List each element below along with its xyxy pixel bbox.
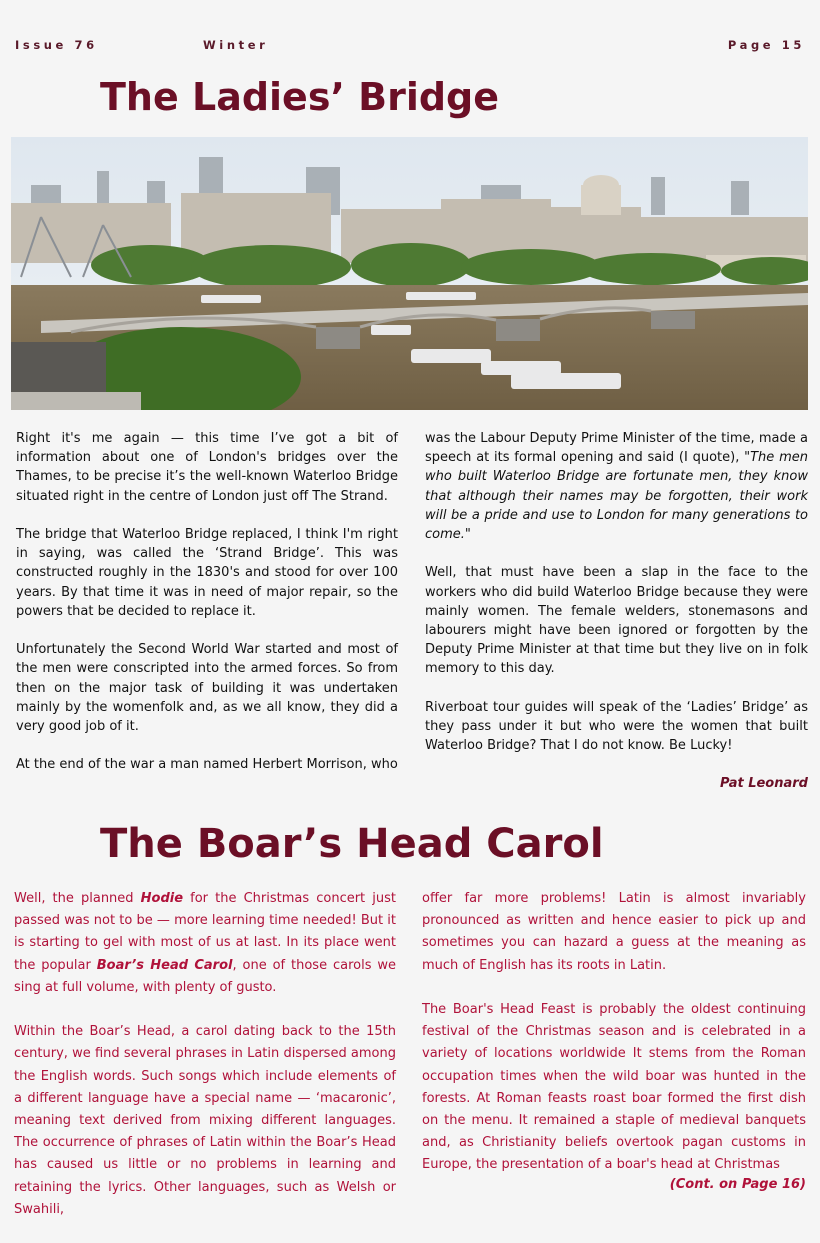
- author-signature: Pat Leonard: [720, 776, 808, 791]
- page-header: [15, 38, 805, 54]
- paragraph-text: was the Labour Deputy Prime Minister of the time, made a speech at its formal opening and said (I quote),: [425, 431, 808, 466]
- continued-link[interactable]: (Cont. on Page 16): [669, 1177, 806, 1192]
- text-run: for the Christmas concert just passed was not to be — more learning time needed! But it is starting to gel with most of us at last. In its place went the popular: [14, 891, 396, 973]
- issue-number: Issue 76: [15, 38, 98, 52]
- article2-column-left: [14, 888, 396, 1243]
- article-title-ladies-bridge: The Ladies’ Bridge: [100, 75, 500, 119]
- photo-illustration: [11, 137, 808, 410]
- paragraph: The bridge that Waterloo Bridge replaced, I think I'm right in saying, was called the ‘Strand Bridge’. This was constructed roughly in the 1830's and stood for over 100 years. By that time it was in need of major repair, so the powers that be decided to replace it.: [16, 527, 398, 619]
- morrison-quote: "The men who built Waterloo Bridge are fortunate men, they know that although their names may be forgotten, their work will be a pride and use to London for many generations to come.": [425, 450, 808, 543]
- paragraph: [14, 888, 396, 999]
- carol-title: Boar’s Head Carol: [96, 957, 233, 973]
- article1-column-left: [16, 429, 398, 794]
- text-run: , one of those carols we sing at full volume, with plenty of gusto.: [14, 957, 397, 995]
- waterloo-bridge-photo: [11, 137, 808, 410]
- paragraph: The Boar's Head Feast is probably the oldest continuing festival of the Christmas season and is celebrated in a variety of locations worldwide It stems from the Roman occupation times when the wild boar was hunted in the forests. At Roman feasts roast boar formed the first dish on the menu. It remained a staple of medieval banquets and, as Christianity beliefs overtook pagan customs in Europe, the presentation of a boar's head at Christmas: [422, 1002, 806, 1173]
- paragraph-with-quote: [425, 429, 808, 544]
- text-run: Well, the planned: [14, 891, 141, 906]
- article2-column-right: [422, 888, 806, 1199]
- paragraph: Right it's me again — this time I’ve got a bit of information about one of London's bridges over the Thames, to be precise it’s the well-known Waterloo Bridge situated right in the centre of London just off The Strand.: [16, 431, 398, 504]
- paragraph: offer far more problems! Latin is almost invariably pronounced as written and hence easier to pick up and sometimes you can hazard a guess at the meaning as much of English has its roots in Latin.: [422, 891, 806, 973]
- paragraph: Well, that must have been a slap in the face to the workers who did build Waterloo Bridge because they were mainly women. The female welders, stonemasons and labourers might have been ignored or forgotten by the Deputy Prime Minister at that time but they live on in folk memory to this day.: [425, 565, 808, 677]
- paragraph: Unfortunately the Second World War started and most of the men were conscripted into the armed forces. So from then on the major task of building it was undertaken mainly by the womenfolk and, as we all know, they did a very good job of it.: [16, 642, 398, 735]
- article1-column-right: [425, 429, 808, 775]
- season-label: Winter: [203, 38, 269, 52]
- paragraph: At the end of the war a man named Herbert Morrison, who: [16, 757, 398, 773]
- article-title-boars-head-carol: The Boar’s Head Carol: [100, 821, 604, 867]
- hodie-title: Hodie: [140, 891, 184, 906]
- page-number: Page 15: [727, 38, 805, 52]
- paragraph: Riverboat tour guides will speak of the ‘Ladies’ Bridge’ as they pass under it but who were the women that built Waterloo Bridge? That I do not know. Be Lucky!: [425, 699, 808, 754]
- paragraph: Within the Boar’s Head, a carol dating back to the 15th century, we find several phrases in Latin dispersed among the English words. Such songs which include elements of a different language have a special name — ‘macaronic’, meaning text derived from mixing different languages. The occurrence of phrases of Latin within the Boar’s Head has caused us little or no problems in learning and retaining the lyrics. Other languages, such as Welsh or Swahili,: [14, 1024, 396, 1217]
